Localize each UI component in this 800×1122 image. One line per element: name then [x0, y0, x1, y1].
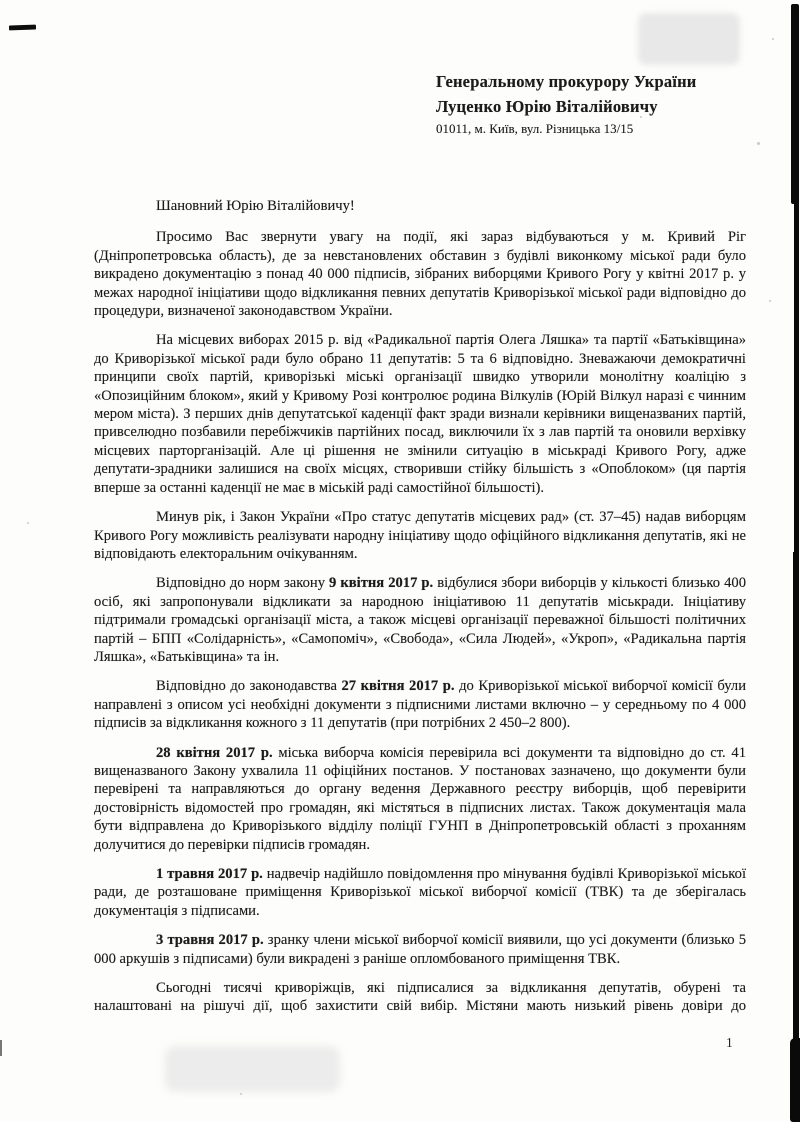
- page-number: 1: [726, 1035, 733, 1050]
- paragraph: [94, 574, 746, 666]
- scan-speck: [772, 38, 774, 40]
- scan-mark-top-left: [9, 25, 36, 31]
- scan-speck: [769, 300, 771, 302]
- page-edge-shadow: [790, 1038, 800, 1122]
- paragraph-text: Відповідно до норм закону: [156, 575, 330, 592]
- paragraph-text: до Криворізької міської виборчої комісії були направлені з описом усі необхідні документи з підписними листами включно – у середньому по 4 000 підписів за відкликання кожного з 11 депутатів (при потрібних 2 450–2 800).: [94, 678, 747, 732]
- scan-speck: [240, 1093, 242, 1095]
- page-edge-shadow: [794, 202, 799, 554]
- paragraph-text: Сьогодні тисячі криворіжців, які підписалися за відкликання депутатів, обурені та налаштовані на рішучі дії, щоб захистити свій вибір. Містяни мають низький рівень довіри до: [94, 980, 746, 1015]
- faint-stamp-ghost: [638, 13, 740, 65]
- paragraph: [94, 508, 746, 563]
- paragraph: [94, 865, 746, 920]
- paragraph: [94, 979, 746, 1016]
- paragraph-text: відбулися збори виборців у кількості близько 400 осіб, які запропонували відкликати за народною ініціативою 11 депутатів міськради. Ініціативу підтримали громадські організації міста, а також місцеві організації переважної більшості політичних партій – БПП «Солідарність», «Самопоміч», «Свобода», «Сила Людей», «Укроп», «Радикальна партія Ляшка», «Батьківщина» та ін.: [94, 575, 746, 665]
- paragraph: [94, 931, 746, 968]
- paragraph: [94, 331, 746, 497]
- recipient-title: Генеральному прокурору України: [436, 72, 697, 91]
- paragraph: [94, 744, 746, 854]
- page-edge-shadow: [791, 4, 799, 204]
- paragraph-text: зранку члени міської виборчої комісії виявили, що усі документи (близько 5 000 аркушів з підписами) були викрадені з раніше опломбованого приміщення ТВК.: [94, 932, 747, 967]
- paragraph-text: На місцевих виборах 2015 р. від «Радикальної партія Олега Ляшка» та партії «Батьківщина» до Криворізької міської ради було обрано 11 депутатів: 5 та 6 відповідно. Зневажаючи демократичні принципи своїх партій, криворізькі міські організації швидко утворили монолітну коаліцію з «Опозиційним блоком», який у Кривому Розі контролює родина Вілкулів (Юрій Вілкул наразі є чинним мером міста). З перших днів депутатської каденції факт зради визнали керівники вищеназваних партій, привселюдно позбавили перебіжчиків партійних посад, виключили їх з лав партій та оновили верхівку місцевих парторганізацій. Але ці рішення не змінили ситуацію в міськраді Кривого Рогу, адже депутати-зрадники залишися на своїх місцях, створивши стійку більшість з «Опоблоком» (ця партія вперше за останні каденції не має в міській раді самостійної більшості).: [94, 332, 746, 496]
- paragraph: [94, 677, 746, 732]
- paragraph-text: надвечір надійшло повідомлення про мінування будівлі Криворізької міської ради, де розташоване приміщення Криворізької міської виборчої комісії (ТВК) та де зберігалась документація з підписами.: [94, 866, 747, 919]
- paragraph-text: Просимо Вас звернути увагу на події, які зараз відбуваються у м. Кривий Ріг (Дніпропетровська область), де за невстановлених обставин з будівлі виконкому міської ради було викрадено документацію з понад 40 000 підписів, зібраних виборцями Кривого Рогу у квітні 2017 р. у межах народної ініціативи щодо відкликання певних депутатів Криворізької міської ради відповідно до процедури, визначеної законодавством України.: [94, 229, 746, 320]
- scan-speck: [27, 522, 29, 524]
- paragraph-text: Відповідно до законодавства: [156, 678, 342, 695]
- paragraph-text: міська виборча комісія перевірила всі документи та відповідно до ст. 41 вищеназваного Закону ухвалила 11 офіційних постанов. У постановах зазначено, що документи були перевірені та направляються до органу ведення Державного реєстру виборців, щоб перевірити достовірність відомостей про громадян, які містяться в підписних листах. Також документація мала бути відправлена до Криворізького відділу поліції ГУНП в Дніпропетровській області з проханням долучитися до перевірки підписів громадян.: [94, 744, 746, 853]
- letter-body: [94, 197, 746, 1027]
- salutation: Шановний Юрію Віталійовичу!: [156, 198, 355, 214]
- paragraph-text: Минув рік, і Закон України «Про статус депутатів місцевих рад» (ст. 37–45) надав виборцям Кривого Рогу можливість реалізувати народну ініціативу щодо офіційного відкликання депутатів, які не відповідають електоральним очікуванням.: [94, 509, 746, 562]
- bold-date-text: 3 травня 2017 р.: [156, 932, 264, 949]
- ink-bleed-ghost: [165, 1046, 340, 1092]
- recipient-address: 01011, м. Київ, вул. Різницька 13/15: [436, 121, 634, 137]
- recipient-block: [436, 72, 756, 138]
- bold-date-text: 28 квітня 2017 р.: [156, 744, 273, 761]
- bold-date-text: 1 травня 2017 р.: [156, 866, 263, 882]
- bold-date-text: 9 квітня 2017 р.: [329, 575, 434, 592]
- bold-date-text: 27 квітня 2017 р.: [341, 678, 455, 695]
- recipient-name: Луценко Юрію Віталійовичу: [436, 96, 658, 116]
- page-edge-shadow: [793, 552, 799, 1042]
- scan-speck: [757, 142, 760, 145]
- scan-tick-left: [0, 1040, 2, 1056]
- paragraph: [94, 228, 746, 320]
- letter-body-paragraphs: [94, 228, 746, 1015]
